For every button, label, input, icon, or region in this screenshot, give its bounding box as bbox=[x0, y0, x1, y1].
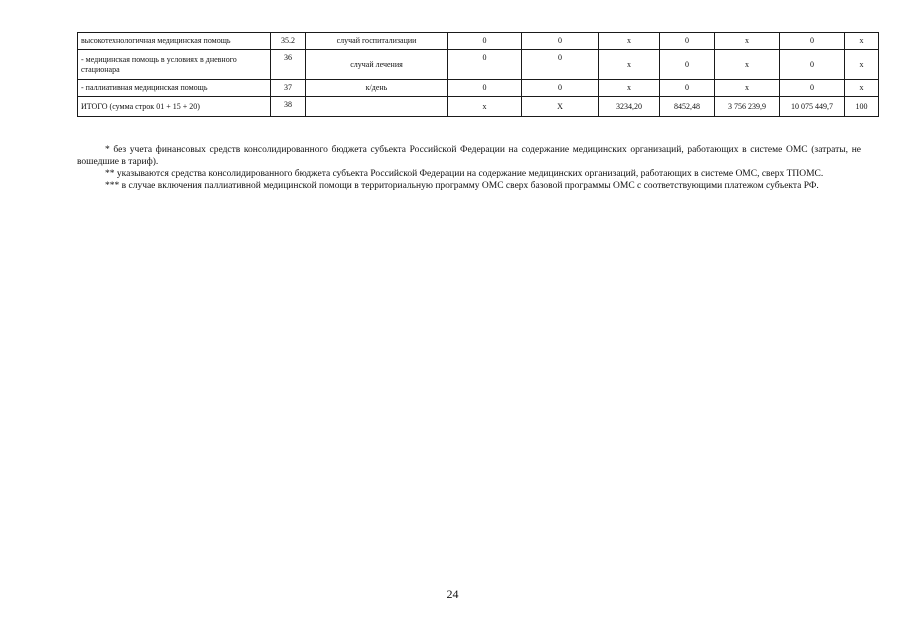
value-cell: 0 bbox=[660, 80, 715, 97]
value-cell: 0 bbox=[780, 33, 845, 50]
value-cell: х bbox=[599, 80, 660, 97]
page-number: 24 bbox=[446, 587, 459, 601]
row-code-cell: 37 bbox=[271, 80, 306, 97]
value-cell: 0 bbox=[660, 50, 715, 80]
row-code-cell: 35.2 bbox=[271, 33, 306, 50]
row-name-cell: - медицинская помощь в условиях в дневного стационара bbox=[78, 50, 271, 80]
row-unit-cell: к/день bbox=[306, 80, 448, 97]
row-code-cell: 36 bbox=[271, 50, 306, 80]
value-cell: 0 bbox=[522, 50, 599, 80]
value-cell: 0 bbox=[522, 33, 599, 50]
footnote-3: *** в случае включения паллиативной медицинской помощи в территориальную программу ОМС сверх базовой программы ОМС с соответствующими платежом субъекта РФ. bbox=[105, 181, 819, 191]
value-cell: х bbox=[715, 50, 780, 80]
value-cell: 0 bbox=[780, 50, 845, 80]
value-cell: 8452,48 bbox=[660, 97, 715, 117]
table-row bbox=[78, 50, 879, 80]
row-name-cell: высокотехнологичная медицинская помощь bbox=[78, 33, 271, 50]
value-cell: 10 075 449,7 bbox=[780, 97, 845, 117]
row-code-cell: 38 bbox=[271, 97, 306, 117]
row-unit-cell: случай госпитализации bbox=[306, 33, 448, 50]
value-cell: х bbox=[715, 33, 780, 50]
value-cell: х bbox=[715, 80, 780, 97]
value-cell: 0 bbox=[522, 80, 599, 97]
row-name-cell: ИТОГО (сумма строк 01 + 15 + 20) bbox=[78, 97, 271, 117]
row-name-cell: - паллиативная медицинская помощь bbox=[78, 80, 271, 97]
value-cell: х bbox=[845, 33, 879, 50]
value-cell: х bbox=[599, 50, 660, 80]
value-cell: х bbox=[448, 97, 522, 117]
value-cell: 0 bbox=[780, 80, 845, 97]
value-cell: 0 bbox=[448, 33, 522, 50]
footnote-1: * без учета финансовых средств консолидированного бюджета субъекта Российской Федерации на содержание медицинских организаций, работающих в системе ОМС (затраты, не вошедшие в тариф). bbox=[77, 145, 861, 167]
value-cell: х bbox=[845, 50, 879, 80]
table-row bbox=[78, 33, 879, 50]
value-cell: х bbox=[599, 33, 660, 50]
footnotes bbox=[77, 144, 861, 192]
row-unit-cell: случай лечения bbox=[306, 50, 448, 80]
value-cell: х bbox=[845, 80, 879, 97]
value-cell: Х bbox=[522, 97, 599, 117]
table-row bbox=[78, 80, 879, 97]
value-cell: 100 bbox=[845, 97, 879, 117]
value-cell: 0 bbox=[660, 33, 715, 50]
value-cell: 3 756 239,9 bbox=[715, 97, 780, 117]
footnote-2: ** указываются средства консолидированного бюджета субъекта Российской Федерации на содержание медицинских организаций, работающих в системе ОМС, сверх ТПОМС. bbox=[105, 169, 824, 179]
value-cell: 0 bbox=[448, 50, 522, 80]
financing-table bbox=[77, 32, 879, 117]
row-unit-cell bbox=[306, 97, 448, 117]
table-row-total bbox=[78, 97, 879, 117]
value-cell: 0 bbox=[448, 80, 522, 97]
value-cell: 3234,20 bbox=[599, 97, 660, 117]
